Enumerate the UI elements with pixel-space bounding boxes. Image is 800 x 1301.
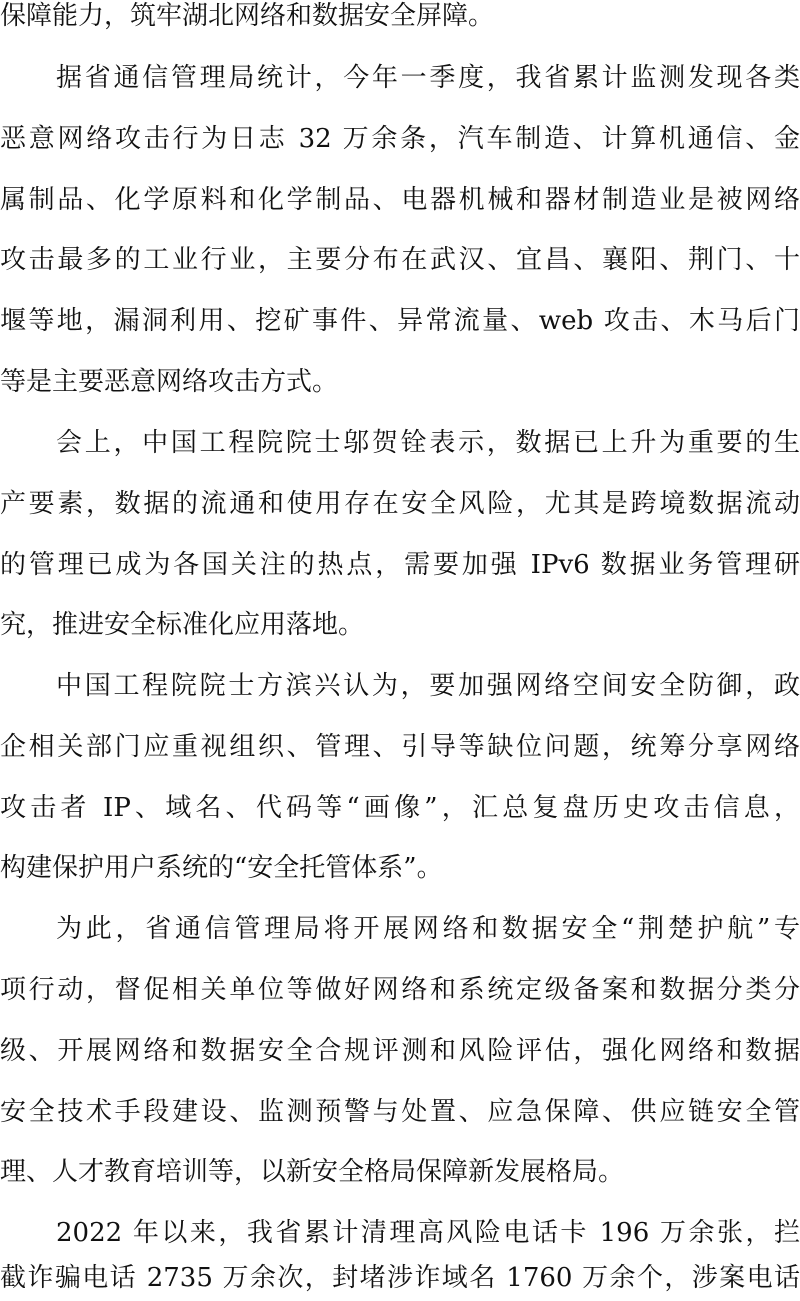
text-line: 属制品、化学原料和化学制品、电器机械和器材制造业是被网络 [0,185,800,215]
text-line: 构建保护用户系统的“安全托管体系”。 [0,853,443,883]
text-line: 为此，省通信管理局将开展网络和数据安全“荆楚护航”专 [56,914,800,944]
text-line: 中国工程院院士方滨兴认为，要加强网络空间安全防御，政 [56,671,800,701]
text-line: 究，推进安全标准化应用落地。 [0,610,365,640]
text-line: 截诈骗电话 2735 万余次，封堵涉诈域名 1760 万余个，涉案电话 [0,1263,800,1293]
text-line: 恶意网络攻击行为日志 32 万余条，汽车制造、计算机通信、金 [0,124,800,154]
text-line: 会上，中国工程院院士邬贺铨表示，数据已上升为重要的生 [56,428,800,458]
text-line: 级、开展网络和数据安全合规评测和风险评估，强化网络和数据 [0,1036,800,1066]
text-line: 安全技术手段建设、监测预警与处置、应急保障、供应链安全管 [0,1097,800,1127]
text-line: 项行动，督促相关单位等做好网络和系统定级备案和数据分类分 [0,975,800,1005]
text-line: 等是主要恶意网络攻击方式。 [0,367,339,397]
text-line: 保障能力，筑牢湖北网络和数据安全屏障。 [0,1,495,31]
text-line: 2022 年以来，我省累计清理高风险电话卡 196 万余张，拦 [56,1218,800,1248]
text-line: 的管理已成为各国关注的热点，需要加强 IPv6 数据业务管理研 [0,550,800,580]
text-line: 产要素，数据的流通和使用存在安全风险，尤其是跨境数据流动 [0,489,800,519]
text-line: 企相关部门应重视组织、管理、引导等缺位问题，统筹分享网络 [0,732,800,762]
text-line: 堰等地，漏洞利用、挖矿事件、异常流量、web 攻击、木马后门 [0,306,800,336]
text-line: 理、人才教育培训等，以新安全格局保障新发展格局。 [0,1157,625,1187]
text-line: 攻击最多的工业行业，主要分布在武汉、宜昌、襄阳、荆门、十 [0,245,800,275]
text-line: 攻击者 IP、域名、代码等“画像”，汇总复盘历史攻击信息， [0,793,800,823]
text-line: 据省通信管理局统计，今年一季度，我省累计监测发现各类 [56,63,800,93]
